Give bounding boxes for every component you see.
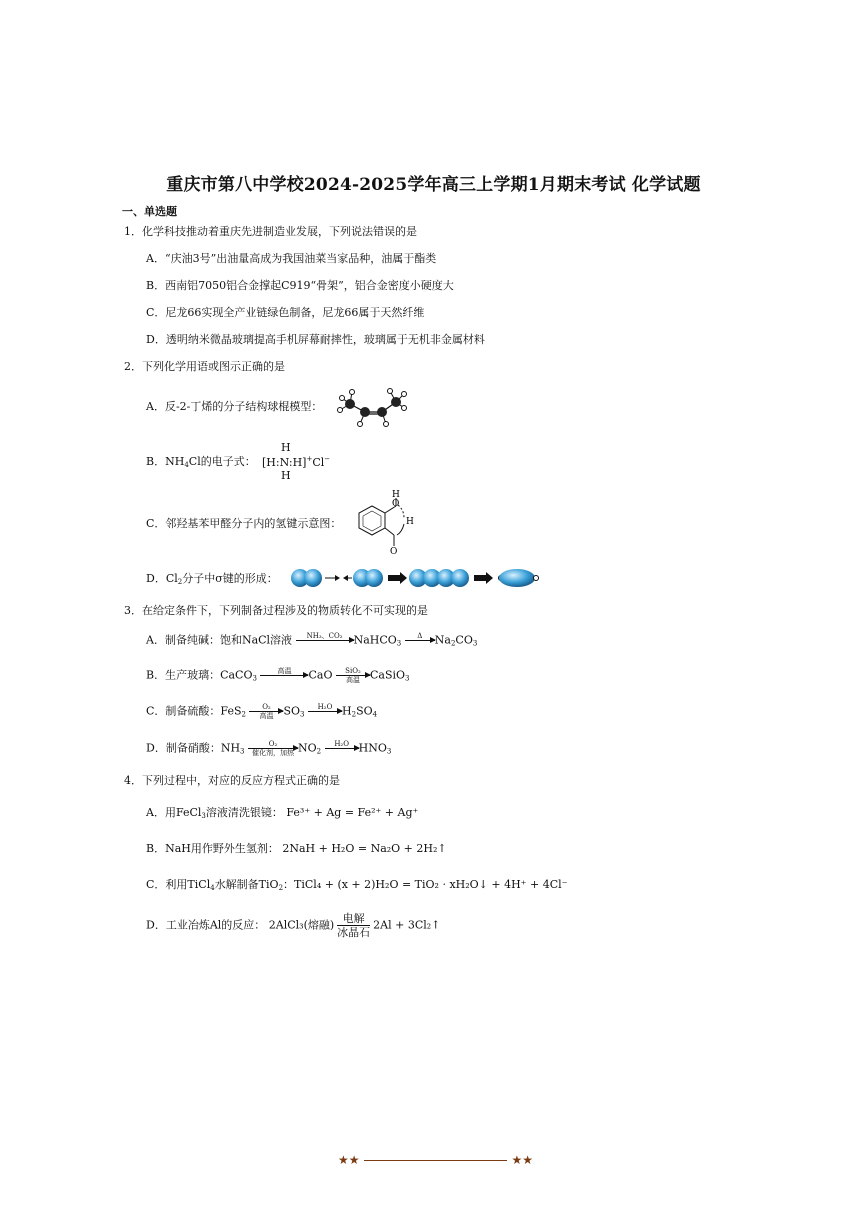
subscript: 2 bbox=[351, 710, 357, 719]
question-3-option-b bbox=[146, 667, 409, 686]
question-1-stem: 1．化学科技推动着重庆先进制造业发展，下列说法错误的是 bbox=[124, 225, 417, 238]
chloride: Cl bbox=[312, 456, 325, 469]
oxygen-label: O bbox=[390, 547, 398, 556]
ball-stick-model-icon bbox=[330, 382, 410, 432]
hydrogen-top: H bbox=[281, 441, 291, 454]
question-2-stem: 2．下列化学用语或图示正确的是 bbox=[124, 360, 285, 373]
subscript: 3 bbox=[240, 747, 245, 756]
reaction-arrow bbox=[308, 703, 342, 720]
option-label: D．制备硝酸：NH bbox=[146, 741, 241, 755]
equation: 2NaH + H₂O = Na₂O + 2H₂↑ bbox=[282, 842, 447, 855]
option-text: 分子中σ键的形成： bbox=[182, 572, 278, 585]
subscript: 3 bbox=[300, 710, 305, 719]
question-4-option-a bbox=[146, 806, 418, 823]
subscript: 2 bbox=[278, 884, 284, 892]
reaction-arrow bbox=[325, 740, 359, 757]
product: SO bbox=[356, 704, 373, 718]
electron-pair: : bbox=[275, 456, 280, 469]
question-3-option-a bbox=[146, 632, 477, 651]
reaction-arrow bbox=[248, 740, 298, 757]
subscript: 4 bbox=[210, 884, 215, 892]
product: CaSiO bbox=[369, 668, 406, 682]
question-1-option-a: A．“庆油3号”出油量高成为我国油菜当家品种，油属于酯类 bbox=[146, 252, 437, 265]
product: CaO bbox=[308, 668, 333, 682]
option-label: 水解制备TiO bbox=[214, 878, 279, 891]
reaction-condition bbox=[337, 912, 370, 939]
option-label: A．用FeCl bbox=[146, 806, 202, 819]
option-label: A．制备纯碱：饱和NaCl溶液 bbox=[146, 633, 293, 647]
question-2-option-b bbox=[146, 455, 256, 472]
option-letter: B． bbox=[146, 455, 166, 468]
product: HNO bbox=[358, 741, 387, 755]
question-2-option-a: A．反-2-丁烯的分子结构球棍模型： bbox=[146, 400, 323, 413]
question-4-option-d bbox=[146, 912, 440, 939]
subscript: 2 bbox=[450, 639, 456, 648]
reaction-arrow bbox=[336, 667, 370, 684]
subscript: 3 bbox=[396, 639, 402, 648]
question-3-option-d bbox=[146, 740, 391, 759]
subscript: 3 bbox=[252, 674, 257, 683]
product: CO bbox=[455, 633, 473, 647]
condition-bottom: 冰晶石 bbox=[337, 926, 371, 939]
product: NO bbox=[298, 741, 317, 755]
option-letter: D． bbox=[146, 572, 166, 585]
option-label: C．利用TiCl bbox=[146, 878, 211, 891]
condition: 高温 bbox=[277, 667, 292, 675]
formula: Cl bbox=[165, 572, 178, 585]
condition: H₂O bbox=[317, 703, 333, 711]
star-icon: ★★ bbox=[338, 1153, 360, 1167]
option-label: B．生产玻璃：CaCO bbox=[146, 668, 253, 682]
condition: O₂ bbox=[262, 703, 271, 711]
question-3-stem: 3．在给定条件下，下列制备过程涉及的物质转化不可实现的是 bbox=[124, 604, 428, 617]
option-text: 的电子式： bbox=[200, 455, 256, 468]
footer-decoration bbox=[338, 1153, 533, 1167]
bracket-left: [H bbox=[262, 456, 276, 469]
product: H bbox=[342, 704, 352, 718]
hydrogen-bottom: H bbox=[281, 469, 291, 482]
subscript: 2 bbox=[241, 710, 246, 719]
bracket-right: H] bbox=[292, 456, 307, 469]
subscript: 2 bbox=[177, 578, 183, 586]
page-title: 重庆市第八中学校2024-2025学年高三上学期1月期末考试 化学试题 bbox=[166, 175, 701, 195]
question-4-stem: 4．下列过程中，对应的反应方程式正确的是 bbox=[124, 774, 340, 787]
condition: 高温 bbox=[345, 676, 360, 684]
product: Na bbox=[434, 633, 451, 647]
condition-top: 电解 bbox=[337, 912, 370, 926]
subscript: 3 bbox=[405, 674, 410, 683]
question-4-option-c bbox=[146, 878, 567, 895]
section-heading: 一、单选题 bbox=[122, 205, 177, 218]
reaction-arrow bbox=[249, 703, 283, 720]
condition: 高温 bbox=[259, 712, 274, 720]
question-1-option-c: C．尼龙66实现全产业链绿色制备，尼龙66属于天然纤维 bbox=[146, 306, 425, 319]
product: SO bbox=[283, 704, 301, 718]
hydrogen-label: H bbox=[406, 517, 414, 527]
question-3-option-c bbox=[146, 703, 377, 722]
question-4-option-b bbox=[146, 842, 447, 856]
condition: O₂ bbox=[268, 740, 278, 748]
equation: Fe³⁺ + Ag = Fe²⁺ + Ag⁺ bbox=[286, 806, 419, 819]
hydrogen-bond-diagram-icon bbox=[352, 488, 422, 556]
nitrogen-atom: N bbox=[279, 456, 289, 469]
subscript: 2 bbox=[316, 747, 322, 756]
option-label: B．NaH用作野外生氢剂： bbox=[146, 842, 279, 855]
star-icon: ★★ bbox=[511, 1153, 533, 1167]
charge: − bbox=[324, 455, 331, 463]
hydrogen-label: H bbox=[392, 490, 400, 500]
electron-formula bbox=[262, 441, 342, 481]
reaction-arrow bbox=[405, 632, 435, 649]
oxygen-label: O bbox=[392, 499, 400, 509]
sigma-bond-formation-icon bbox=[290, 567, 540, 589]
question-2-option-c: C．邻羟基苯甲醛分子内的氢键示意图： bbox=[146, 517, 342, 530]
subscript: 3 bbox=[472, 639, 478, 648]
option-label: 溶液清洗银镜： bbox=[205, 806, 283, 819]
formula: NH bbox=[165, 455, 185, 468]
option-label: D．工业冶炼Al的反应： bbox=[146, 918, 266, 932]
electron-pair: : bbox=[288, 456, 293, 469]
question-1-option-d: D．透明纳米微晶玻璃提高手机屏幕耐摔性，玻璃属于无机非金属材料 bbox=[146, 333, 485, 346]
subscript: 4 bbox=[184, 461, 189, 469]
condition: SiO₂ bbox=[345, 667, 361, 675]
condition: Δ bbox=[417, 632, 423, 640]
condition: 催化剂，加热 bbox=[252, 749, 295, 757]
question-2-option-d bbox=[146, 572, 278, 589]
reaction-arrow bbox=[260, 667, 308, 684]
charge: + bbox=[306, 455, 313, 463]
product: NaHCO bbox=[353, 633, 397, 647]
condition: H₂O bbox=[334, 740, 349, 748]
condition: NH₃、CO₂ bbox=[306, 632, 343, 640]
subscript: 3 bbox=[201, 812, 206, 820]
equation-lhs: 2AlCl₃(熔融) bbox=[268, 918, 335, 932]
option-label: C．制备硫酸：FeS bbox=[146, 704, 242, 718]
reaction-arrow bbox=[296, 632, 354, 649]
question-1-option-b: B．西南铝7050铝合金撑起C919“骨架”，铝合金密度小硬度大 bbox=[146, 279, 454, 292]
equation: ：TiCl₄ + (x + 2)H₂O = TiO₂ · xH₂O↓ + 4H⁺ + 4Cl⁻ bbox=[283, 878, 568, 891]
subscript: 4 bbox=[372, 710, 378, 719]
formula: Cl bbox=[188, 455, 201, 468]
subscript: 3 bbox=[386, 747, 392, 756]
footer-divider bbox=[364, 1160, 507, 1161]
equation-rhs: 2Al + 3Cl₂↑ bbox=[373, 918, 441, 932]
